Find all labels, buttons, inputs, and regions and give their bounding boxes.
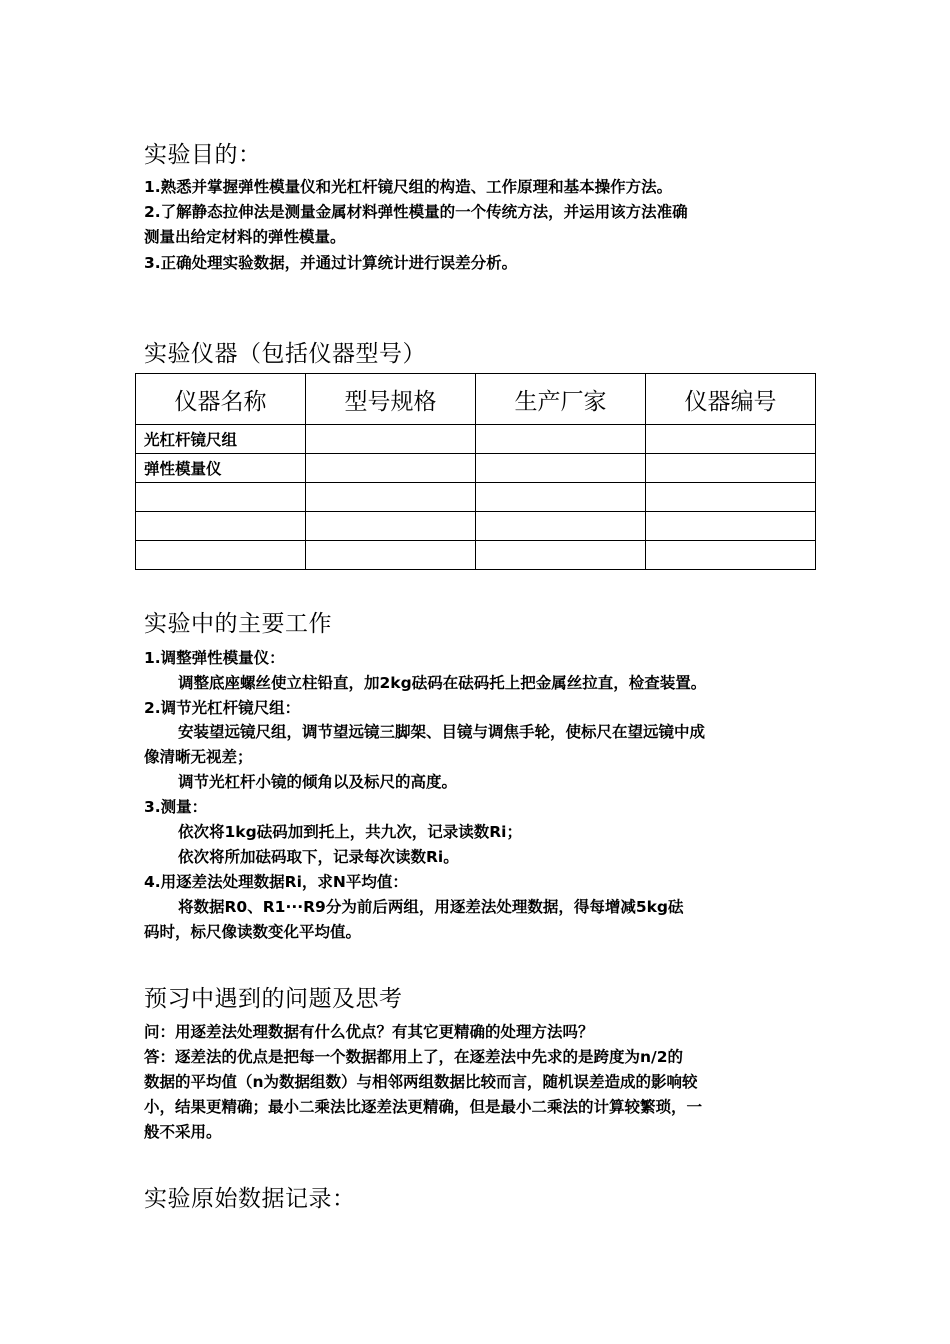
work-line: 调整底座螺丝使立柱铅直，加2kg砝码在砝码托上把金属丝拉直，检查装置。 (178, 674, 707, 692)
table-cell (306, 454, 476, 483)
preview-line: 答：逐差法的优点是把每一个数据都用上了，在逐差法中先求的是跨度为n/2的 (144, 1048, 683, 1066)
table-row (136, 512, 816, 541)
preview-line: 般不采用。 (144, 1123, 222, 1141)
work-line: 依次将所加砝码取下，记录每次读数Ri。 (178, 848, 459, 866)
purpose-item: 1.熟悉并掌握弹性模量仪和光杠杆镜尺组的构造、工作原理和基本操作方法。 (144, 178, 673, 196)
table-cell (476, 483, 646, 512)
table-cell (646, 512, 816, 541)
work-line: 1.调整弹性模量仪： (144, 649, 285, 667)
purpose-item: 测量出给定材料的弹性模量。 (144, 228, 346, 246)
work-line: 3.测量： (144, 798, 208, 816)
table-cell (476, 425, 646, 454)
work-line: 调节光杠杆小镜的倾角以及标尺的高度。 (178, 773, 458, 791)
column-header: 仪器名称 (136, 374, 306, 425)
table-header-row (136, 374, 816, 425)
preview-heading: 预习中遇到的问题及思考 (144, 986, 403, 1012)
table-row (136, 454, 816, 483)
preview-line: 小，结果更精确；最小二乘法比逐差法更精确，但是最小二乘法的计算较繁琐，一 (144, 1098, 703, 1116)
table-cell (136, 541, 306, 570)
work-line: 码时，标尺像读数变化平均值。 (144, 923, 362, 941)
table-cell (476, 541, 646, 570)
table-cell (306, 425, 476, 454)
table-cell (476, 454, 646, 483)
purpose-heading: 实验目的： (144, 142, 262, 168)
work-heading: 实验中的主要工作 (144, 611, 332, 637)
table-cell: 弹性模量仪 (136, 454, 306, 483)
table-cell (306, 541, 476, 570)
table-cell: 光杠杆镜尺组 (136, 425, 306, 454)
work-line: 依次将1kg砝码加到托上，共九次，记录读数Ri； (178, 823, 522, 841)
preview-line: 问：用逐差法处理数据有什么优点？有其它更精确的处理方法吗？ (144, 1023, 594, 1041)
table-cell (306, 483, 476, 512)
column-header: 仪器编号 (646, 374, 816, 425)
instruments-table (135, 373, 816, 570)
work-line: 像清晰无视差； (144, 748, 253, 766)
table-cell (646, 541, 816, 570)
work-line: 安装望远镜尺组，调节望远镜三脚架、目镜与调焦手轮，使标尺在望远镜中成 (178, 723, 706, 741)
instruments-heading: 实验仪器（包括仪器型号） (144, 341, 426, 367)
table-cell (306, 512, 476, 541)
work-line: 2.调节光杠杆镜尺组： (144, 699, 301, 717)
table-row (136, 425, 816, 454)
table-cell (476, 512, 646, 541)
purpose-item: 2.了解静态拉伸法是测量金属材料弹性模量的一个传统方法，并运用该方法准确 (144, 203, 688, 221)
work-line: 将数据R0、R1···R9分为前后两组，用逐差法处理数据，得每增减5kg砝 (178, 898, 684, 916)
table-cell (646, 483, 816, 512)
column-header: 生产厂家 (476, 374, 646, 425)
table-cell (646, 425, 816, 454)
table-cell (136, 512, 306, 541)
table-row (136, 541, 816, 570)
work-line: 4.用逐差法处理数据Ri，求N平均值： (144, 873, 408, 891)
table-cell (646, 454, 816, 483)
column-header: 型号规格 (306, 374, 476, 425)
purpose-item: 3.正确处理实验数据，并通过计算统计进行误差分析。 (144, 254, 518, 272)
preview-line: 数据的平均值（n为数据组数）与相邻两组数据比较而言，随机误差造成的影响较 (144, 1073, 698, 1091)
table-row (136, 483, 816, 512)
table-cell (136, 483, 306, 512)
raw-data-heading: 实验原始数据记录： (144, 1186, 356, 1212)
